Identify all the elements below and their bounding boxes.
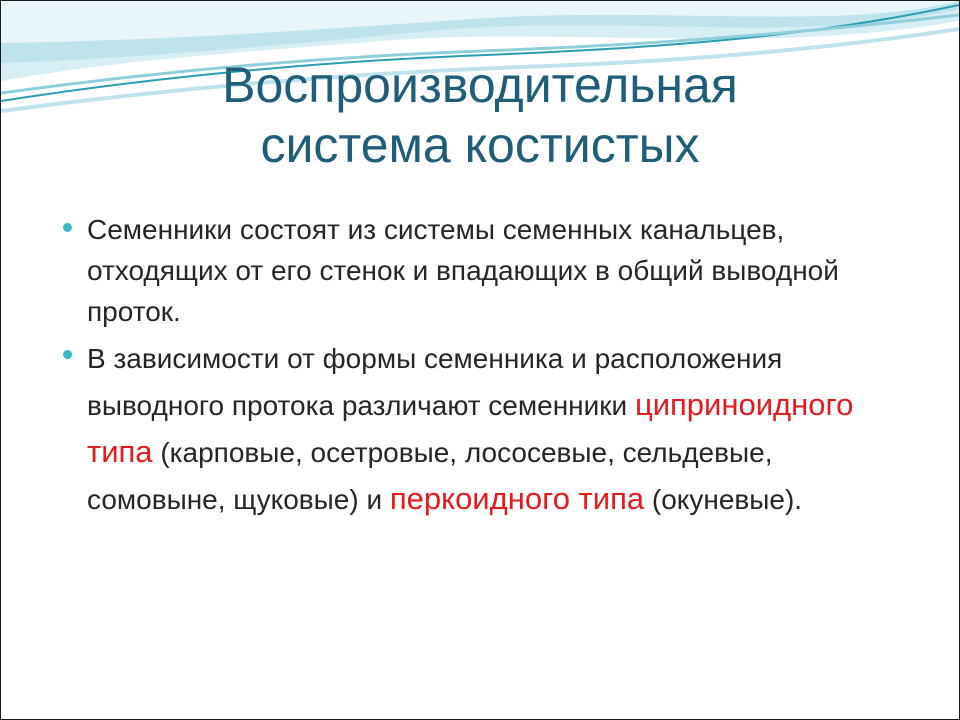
bullet-text-part-1: В зависимости от формы семенника и расположения выводного протока различают семенники	[87, 343, 783, 421]
highlight-cyprinoid-type: циприноидного типа	[87, 387, 854, 469]
bullet-item-testes	[61, 209, 891, 332]
bullet-text-part-3: (окуневые).	[644, 484, 803, 515]
bullet-item-testis-types	[61, 336, 891, 523]
bullet-list	[61, 209, 891, 527]
bullet-text-part-2: (карповые, осетровые, лососевые, сельдевые, сомовыне, щуковые) и	[87, 437, 773, 515]
slide-title	[1, 55, 959, 175]
bullet-dot-icon	[63, 350, 72, 359]
highlight-percoid-type: перкоидного типа	[389, 481, 645, 516]
bullet-text: Семенники состоят из системы семенных канальцев, отходящих от его стенок и впадающих в общий выводной проток.	[87, 214, 839, 327]
slide-title-line-2: система костистых	[260, 117, 700, 173]
slide-title-line-1: Воспроизводительная	[222, 57, 738, 113]
bullet-dot-icon	[63, 223, 72, 232]
